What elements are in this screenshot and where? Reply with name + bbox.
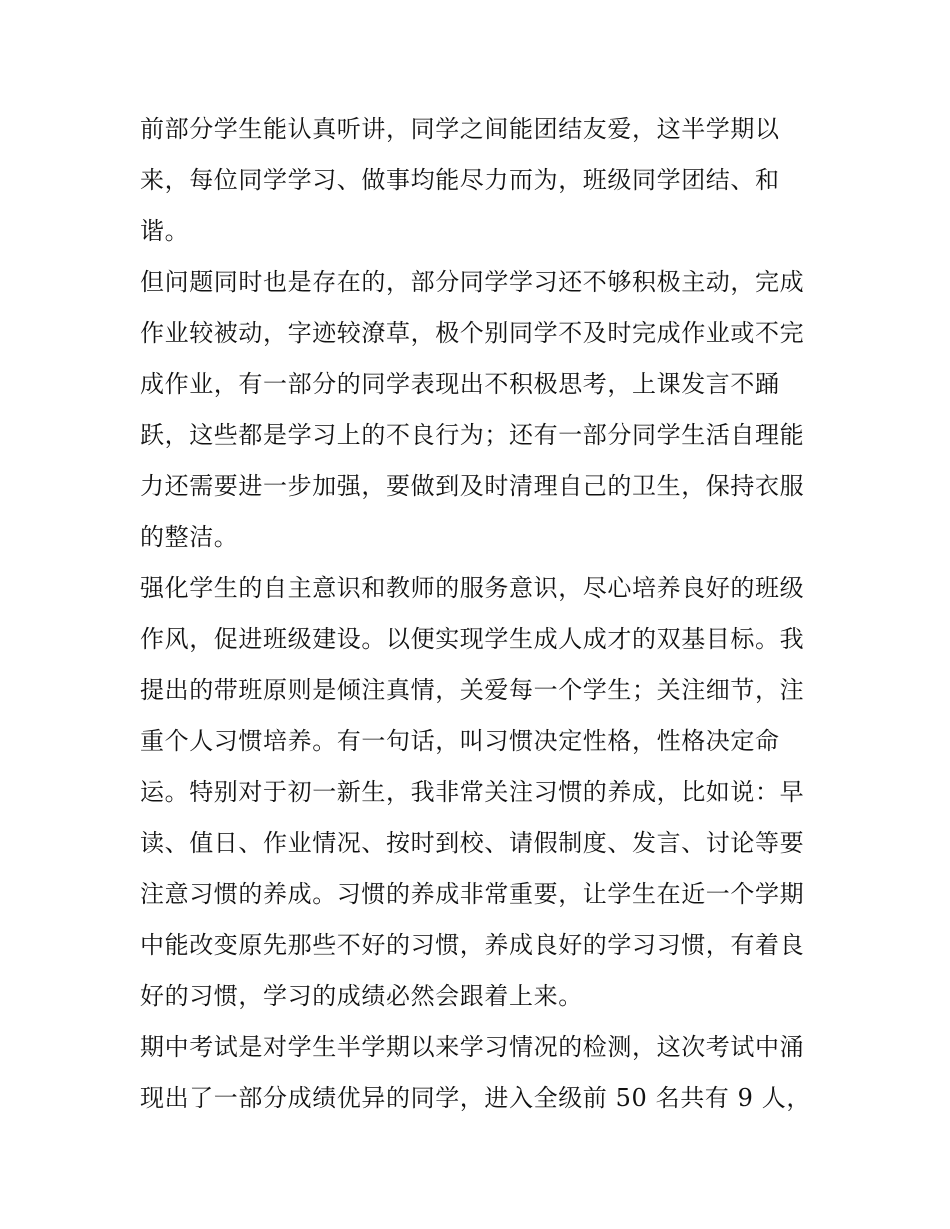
text-line: 力还需要进一步加强，要做到及时清理自己的卫生，保持衣服 bbox=[140, 472, 805, 500]
text-line: 作风，促进班级建设。以便实现学生成人成才的双基目标。我 bbox=[140, 625, 805, 653]
text-line: 作业较被动，字迹较潦草，极个别同学不及时完成作业或不完 bbox=[140, 319, 805, 347]
text-line: 谐。 bbox=[140, 217, 190, 245]
text-line: 强化学生的自主意识和教师的服务意识，尽心培养良好的班级 bbox=[140, 574, 805, 602]
text-line: 跃，这些都是学习上的不良行为；还有一部分同学生活自理能 bbox=[140, 421, 805, 449]
text-line: 好的习惯，学习的成绩必然会跟着上来。 bbox=[140, 982, 583, 1010]
text-line: 重个人习惯培养。有一句话，叫习惯决定性格，性格决定命 bbox=[140, 727, 780, 755]
body-text bbox=[140, 104, 820, 1124]
text-line: 成作业，有一部分的同学表现出不积极思考，上课发言不踊 bbox=[140, 370, 780, 398]
text-line: 但问题同时也是存在的，部分同学学习还不够积极主动，完成 bbox=[140, 268, 805, 296]
text-line: 注意习惯的养成。习惯的养成非常重要，让学生在近一个学期 bbox=[140, 880, 805, 908]
text-line: 的整洁。 bbox=[140, 523, 239, 551]
text-line: 运。特别对于初一新生，我非常关注习惯的养成，比如说：早 bbox=[140, 778, 805, 806]
text-line: 现出了一部分成绩优异的同学，进入全级前 50 名共有 9 人， bbox=[140, 1084, 811, 1112]
text-line: 前部分学生能认真听讲，同学之间能团结友爱，这半学期以 bbox=[140, 115, 780, 143]
text-line: 提出的带班原则是倾注真情，关爱每一个学生；关注细节，注 bbox=[140, 676, 805, 704]
text-line: 期中考试是对学生半学期以来学习情况的检测，这次考试中涌 bbox=[140, 1033, 805, 1061]
text-line: 中能改变原先那些不好的习惯，养成良好的学习习惯，有着良 bbox=[140, 931, 805, 959]
text-line: 来，每位同学学习、做事均能尽力而为，班级同学团结、和 bbox=[140, 166, 780, 194]
text-line: 读、值日、作业情况、按时到校、请假制度、发言、讨论等要 bbox=[140, 829, 805, 857]
